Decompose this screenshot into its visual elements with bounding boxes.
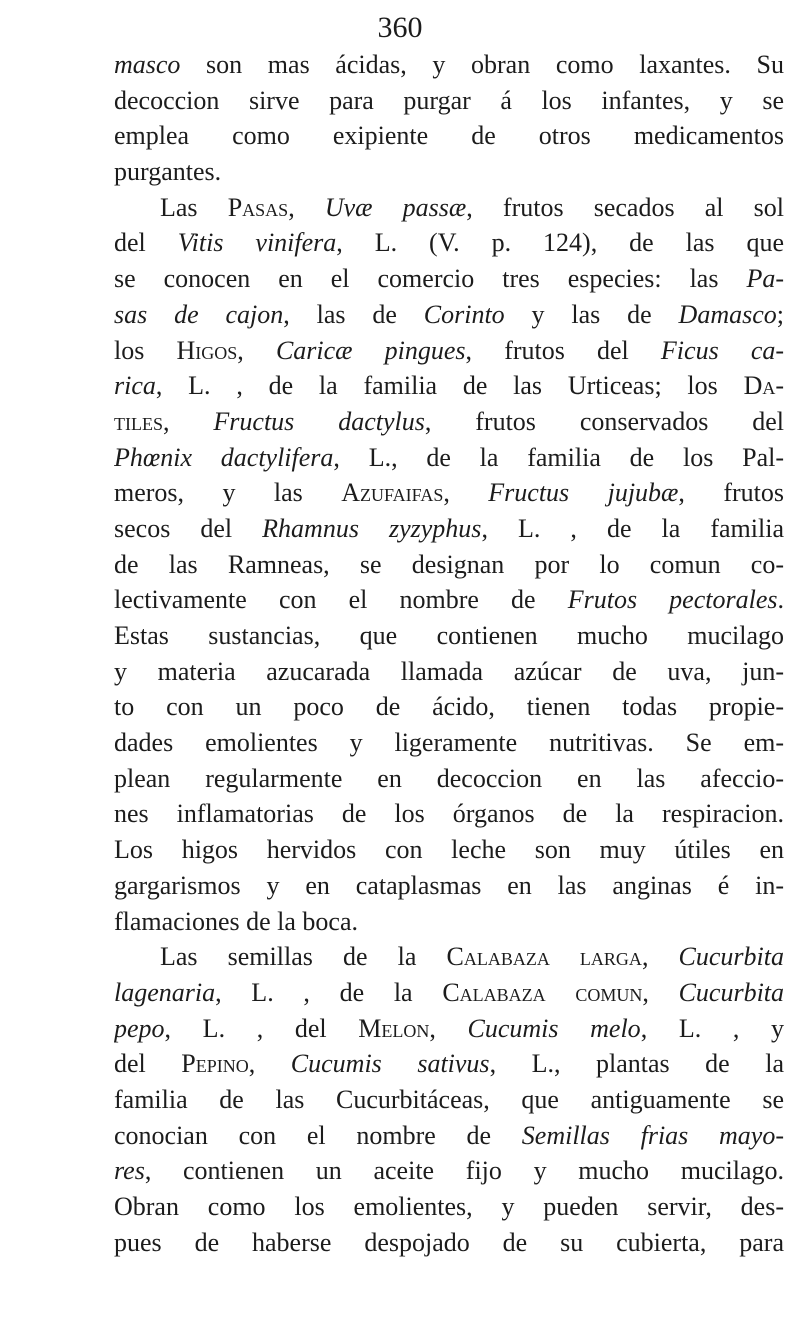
text-segment: Cucumis melo: [467, 1013, 641, 1043]
text-line: [114, 404, 784, 440]
text-segment: , frutos secados al sol: [466, 192, 784, 222]
text-segment: , frutos conservados del: [424, 406, 784, 436]
text-line: [114, 618, 784, 654]
text-segment: ,: [248, 1049, 291, 1079]
text-line: [114, 832, 784, 868]
text-segment: ,: [429, 1013, 468, 1043]
text-segment: purgantes.: [114, 157, 222, 187]
text-segment: tiles: [114, 406, 163, 436]
text-line: [114, 1082, 784, 1118]
text-segment: , L. , de la familia: [481, 513, 784, 543]
text-segment: secos del: [114, 513, 263, 543]
text-segment: , frutos: [678, 478, 784, 508]
text-segment: , L. , de la familia de las Urticeas; los: [155, 371, 744, 401]
text-segment: ;: [776, 299, 784, 329]
text-segment: lagenaria: [114, 977, 216, 1007]
text-line: [114, 154, 784, 190]
text-line: [114, 368, 784, 404]
text-line: [114, 440, 784, 476]
text-segment: los: [114, 335, 177, 365]
text-segment: , L. , del: [164, 1013, 359, 1043]
text-line: [114, 475, 784, 511]
text-segment: Cucurbita: [678, 977, 784, 1007]
text-segment: gargarismos y en cataplasmas en las anginas é in-: [114, 870, 784, 900]
text-line: [114, 1118, 784, 1154]
text-segment: , contienen un aceite fijo y mucho mucilago.: [144, 1156, 784, 1186]
text-segment: Estas sustancias, que contienen mucho mucilago: [114, 621, 784, 650]
text-segment: pepo: [114, 1013, 165, 1043]
text-segment: ,: [641, 942, 679, 972]
text-line: [114, 868, 784, 904]
page-number: 360: [377, 11, 423, 44]
text-line: [114, 547, 784, 583]
text-segment: lectivamente con el nombre de: [114, 585, 568, 615]
text-segment: conocian con el nombre de: [114, 1120, 522, 1150]
text-segment: Fructus jujubæ: [488, 478, 679, 508]
text-segment: Rhamnus zyzyphus: [262, 513, 482, 543]
text-segment: meros, y las: [114, 478, 342, 508]
text-segment: , frutos del: [465, 335, 661, 365]
text-segment: , las de: [283, 299, 424, 329]
text-segment: to con un poco de ácido, tienen todas propie-: [114, 692, 784, 722]
text-segment: Da-: [743, 371, 784, 401]
text-segment: , L. , de la: [215, 977, 443, 1007]
text-segment: del: [114, 228, 178, 258]
text-segment: Las: [160, 192, 228, 222]
text-line: [114, 83, 784, 119]
text-line: [114, 975, 784, 1011]
text-segment: Obran como los emolientes, y pueden servir, des-: [114, 1192, 784, 1221]
text-line: [114, 297, 784, 333]
body-text: [114, 47, 784, 1260]
text-line: [114, 725, 784, 761]
text-segment: Calabaza comun: [442, 977, 643, 1007]
text-segment: ,: [237, 335, 276, 365]
text-segment: Caricæ pingues: [275, 335, 466, 365]
text-segment: familia de las Cucurbitáceas, que antiguamente se: [114, 1084, 784, 1114]
text-segment: de las Ramneas, se designan por lo comun co-: [114, 549, 784, 579]
text-segment: ,: [163, 406, 214, 436]
text-line: [114, 261, 784, 297]
text-segment: decoccion sirve para purgar á los infantes, y se: [114, 85, 784, 115]
text-segment: Corinto: [423, 299, 505, 329]
text-segment: Phœnix dactylifera: [114, 442, 334, 472]
text-line: [114, 939, 784, 975]
text-segment: plean regularmente en decoccion en las afeccio-: [114, 763, 784, 793]
text-segment: Higos: [176, 335, 238, 365]
text-segment: Pasas: [227, 192, 289, 222]
text-segment: son mas ácidas, y obran como laxantes. Su: [180, 50, 784, 79]
text-segment: Vitis vinifera: [177, 228, 337, 258]
text-segment: , L. , y: [640, 1013, 784, 1043]
text-line: [114, 333, 784, 369]
text-line: [114, 654, 784, 690]
text-segment: , L., de la familia de los Pal-: [333, 442, 784, 472]
text-line: [114, 761, 784, 797]
text-segment: Frutos pectorales: [567, 585, 778, 615]
text-line: [114, 1046, 784, 1082]
text-segment: Las semillas de la: [160, 942, 447, 972]
text-line: [114, 904, 784, 940]
text-line: [114, 225, 784, 261]
text-segment: nes inflamatorias de los órganos de la respiracion.: [114, 799, 784, 829]
text-segment: y materia azucarada llamada azúcar de uva, jun-: [114, 656, 784, 686]
text-line: [114, 1011, 784, 1047]
text-segment: Cucumis sativus: [290, 1049, 490, 1079]
text-segment: rica: [114, 371, 156, 401]
text-segment: Melon: [358, 1013, 430, 1043]
text-segment: Semillas frias mayo-: [521, 1120, 784, 1150]
text-segment: del: [114, 1049, 182, 1079]
text-line: [114, 1225, 784, 1261]
text-segment: Pa-: [746, 264, 784, 294]
text-segment: emplea como exipiente de otros medicamentos: [114, 121, 784, 151]
text-segment: se conocen en el comercio tres especies: las: [114, 264, 747, 294]
text-line: [114, 689, 784, 725]
text-segment: Los higos hervidos con leche son muy útiles en: [114, 835, 784, 865]
text-segment: ,: [443, 478, 489, 508]
text-segment: Cucurbita: [678, 942, 784, 972]
text-segment: masco: [114, 50, 181, 79]
text-line: [114, 1153, 784, 1189]
text-line: [114, 511, 784, 547]
text-segment: Fructus dactylus: [213, 406, 425, 436]
text-segment: ,: [288, 192, 325, 222]
text-segment: dades emolientes y ligeramente nutritivas. Se em-: [114, 728, 784, 758]
text-segment: Ficus ca-: [660, 335, 784, 365]
text-segment: y las de: [504, 299, 679, 329]
text-line: [114, 582, 784, 618]
text-line: [114, 1189, 784, 1225]
text-segment: , L., plantas de la: [489, 1049, 784, 1079]
text-segment: sas de cajon: [114, 299, 284, 329]
text-line: [114, 796, 784, 832]
text-segment: flamaciones de la boca.: [114, 906, 358, 936]
text-segment: ,: [642, 977, 679, 1007]
text-segment: , L. (V. p. 124), de las que: [336, 228, 784, 258]
text-segment: .: [777, 585, 784, 615]
text-segment: pues de haberse despojado de su cubierta, para: [114, 1227, 784, 1257]
text-segment: Pepino: [181, 1049, 249, 1079]
text-segment: Azufaifas: [341, 478, 444, 508]
text-segment: Uvæ passæ: [324, 192, 467, 222]
text-line: [114, 118, 784, 154]
text-segment: Calabaza larga: [446, 942, 642, 972]
text-line: [114, 190, 784, 226]
text-segment: Damasco: [678, 299, 777, 329]
text-line: [114, 47, 784, 83]
text-segment: res: [114, 1156, 145, 1186]
